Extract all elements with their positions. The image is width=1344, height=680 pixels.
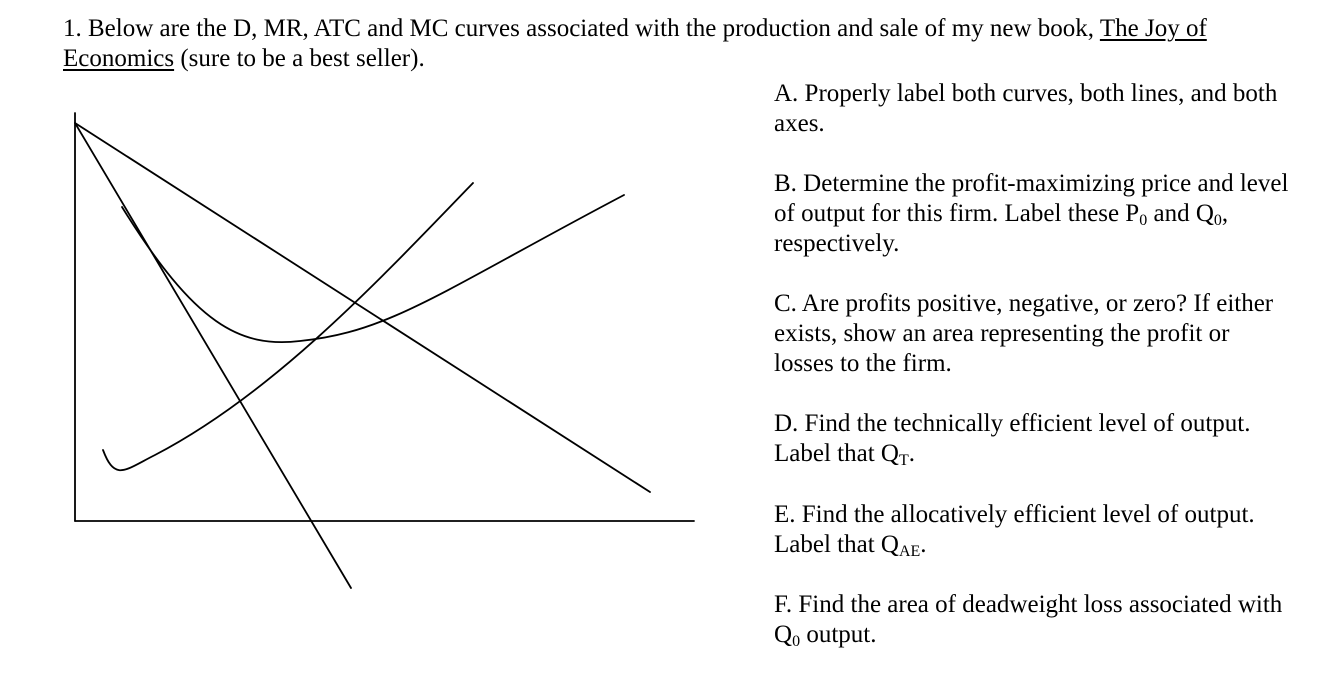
- part-d-text: D. Find the technically efficient level of output. Label that Q: [774, 410, 1251, 467]
- part-b: [774, 169, 1294, 259]
- question-intro-text: Below are the D, MR, ATC and MC curves associated with the production and sale of my new book,: [88, 15, 1095, 42]
- part-a-text: A. Properly label both curves, both lines, and both axes.: [774, 80, 1278, 137]
- part-b-subscript-p: 0: [1139, 212, 1148, 229]
- demand-line: [75, 123, 650, 492]
- part-f: [774, 590, 1294, 650]
- part-e-subscript: AE: [898, 543, 921, 560]
- part-e-text: E. Find the allocatively efficient level of output. Label that Q: [774, 501, 1255, 558]
- part-d-subscript: T: [898, 452, 909, 469]
- part-b-text: B. Determine the profit-maximizing price and level of output for this firm. Label these P: [774, 170, 1289, 227]
- economics-graph: [0, 0, 720, 600]
- part-e: [774, 500, 1294, 560]
- question-number: 1.: [63, 15, 82, 42]
- part-b-subscript-q: 0: [1213, 212, 1222, 229]
- part-d: [774, 409, 1294, 469]
- part-f-subscript: 0: [792, 633, 801, 650]
- book-title-part1: The Joy of: [1099, 15, 1207, 42]
- part-c: [774, 289, 1294, 379]
- part-f-text: F. Find the area of deadweight loss associated with Q: [774, 591, 1283, 648]
- part-b-text-end: , respectively.: [774, 200, 1229, 257]
- part-f-text-end: output.: [800, 621, 877, 648]
- marginal-revenue-line: [75, 123, 351, 588]
- mc-curve: [103, 183, 473, 470]
- part-e-text-end: .: [920, 531, 927, 558]
- atc-curve: [122, 195, 624, 342]
- part-b-text-mid: and Q: [1147, 200, 1214, 227]
- book-title-part2: Economics: [63, 45, 175, 72]
- part-a: [774, 79, 1294, 139]
- part-d-text-end: .: [908, 440, 915, 467]
- part-c-text: C. Are profits positive, negative, or zero? If either exists, show an area representing the profit or losses to the firm.: [774, 290, 1274, 377]
- question-intro-tail: (sure to be a best seller).: [180, 45, 425, 72]
